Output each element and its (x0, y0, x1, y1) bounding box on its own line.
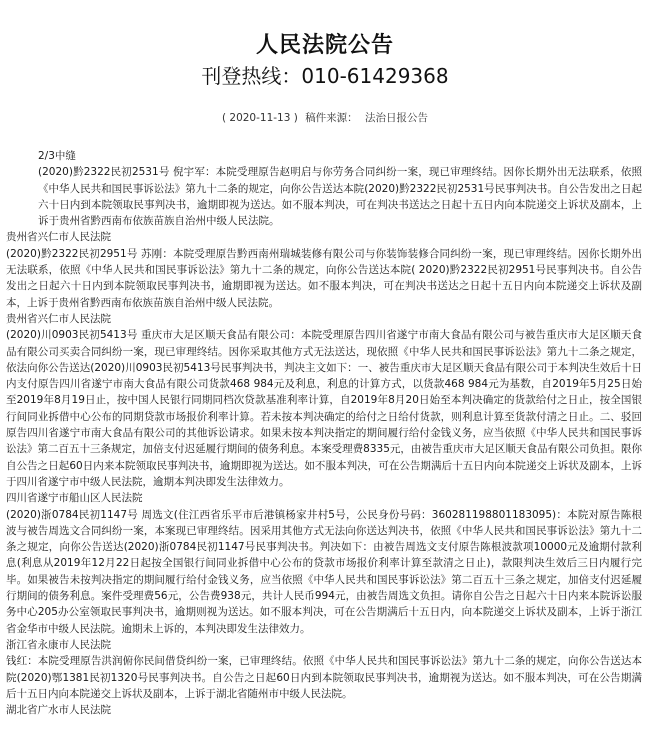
article-body (6, 148, 642, 718)
publish-date: ( 2020-11-13 ) (221, 112, 298, 124)
page-title: 人民法院公告 (255, 32, 394, 58)
section-lead: 2/3中缝 (38, 150, 76, 162)
notice-paragraph: (2020)川0903民初5413号 重庆市大足区顺天食品有限公司：本院受理原告四川省遂宁市南大食品有限公司与被告重庆市大足区顺天食品有限公司买卖合同纠纷一案，现已审理终结。因你采取其他方式无法送达，现依照《中华人民共和国民事诉讼法》第九十二条之规定，依法向你公告送达(2020)川0903民初5413号民事判决书，判决主文如下：一、被告重庆市大足区顺天食品有限公司于本判决生效后十日内支付原告四川省遂宁市南大食品有限公司货款468 984元及利息，利息的计算方式，以货款468 984元为基数，自2019年5月25日始至2019年8月19日止，按中国人民银行同期同档次贷款基准利率计算，自2019年8月20日始至本判决确定的货款给付之日止，按全国银行间同业拆借中心公布的同期贷款市场报价利率计算。若未按本判决确定的给付之日给付货款，则利息计算至货款付清之日止。二、驳回原告四川省遂宁市南大食品有限公司的其他诉讼请求。如果未按本判决指定的期间履行给付金钱义务，应当依照《中华人民共和国民事诉讼法》第二百五十三条规定，加倍支付迟延履行期间的债务利息。本案受理费8335元，由被告重庆市大足区顺天食品有限公司负担。限你自公告之日起60日内来本院领取民事判决书，逾期即视为送达。如不服本判决，可在公告期满后十五日内向本院递交上诉状及副本，上诉于四川省遂宁市中级人民法院，逾期本判决即发生法律效力。 (6, 329, 642, 488)
court-name: 浙江省永康市人民法院 (6, 638, 111, 651)
court-name: 湖北省广水市人民法院 (6, 704, 111, 717)
source-name: 法治日报公告 (365, 112, 429, 124)
source-label: 稿件来源： (305, 112, 358, 124)
court-name: 贵州省兴仁市人民法院 (6, 312, 111, 325)
notice-paragraph: (2020)黔2322民初2531号 倪宇军：本院受理原告赵明启与你劳务合同纠纷一案，现已审理终结。因你长期外出无法联系，依照《中华人民共和国民事诉讼法》第九十二条的规定，向你公告送达本院(2020)黔2322民初2531号民事判决书。自公告发出之日起六十日内到本院领取民事判决书，逾期即视为送达。如不服本判决，可在判决书送达之日起十五日内向本院递交上诉状及副本，上诉于贵州省黔西南布依族苗族自治州中级人民法院。 (38, 166, 642, 228)
notice-paragraph: (2020)黔2322民初2951号 苏刚：本院受理原告黔西南州瑞城装修有限公司与你装饰装修合同纠纷一案，现已审理终结。因你长期外出无法联系，依照《中华人民共和国民事诉讼法》第九十二条的规定，向你公告送达本院( 2020)黔2322民初2951号民事判决书。自公告发出之日起六十日内到本院领取民事判决书，逾期即视为送达。如不服本判决，可在判决书送达之日起十五日内向本院递交上诉状及副本，上诉于贵州省黔西南布依族苗族自治州中级人民法院。 (6, 247, 642, 309)
article-meta (0, 110, 650, 125)
notice-paragraph: (2020)浙0784民初1147号 周选文(住江西省乐平市后港镇杨家井村5号，公民身份号码：360281198801183095)：本院对原告陈根波与被告周选文合同纠纷一案，本案现已审理终结。因采用其他方式无法向你送达判决书，依照《中华人民共和国民事诉讼法》第九十二条之规定，向你公告送达(2020)浙0784民初1147号民事判决书。判决如下：由被告周选文支付原告陈根波款项10000元及逾期付款利息(利息从2019年12月22日起按全国银行间同业拆借中心公布的贷款市场报价利率计算至款清之日止)，款限判决生效后三日内履行完毕。如果被告未按判决指定的期间履行给付金钱义务，应当依照《中华人民共和国民事诉讼法》第二百五十三条之规定，加倍支付迟延履行期间的债务利息。案件受理费56元，公告费938元，共计人民币994元，由被告周选文负担。请你自公告之日起六十日内来本院诉讼服务中心205办公室领取民事判决书，逾期则视为送达。如不服本判决，可在公告期满后十五日内，向本院递交上诉状及副本，上诉于浙江省金华市中级人民法院。逾期未上诉的，本判决即发生法律效力。 (6, 508, 642, 635)
hotline: 刊登热线：010-61429368 (201, 64, 449, 88)
court-name: 四川省遂宁市船山区人民法院 (6, 492, 143, 505)
court-name: 贵州省兴仁市人民法院 (6, 231, 111, 244)
notice-paragraph: 钱红：本院受理原告洪润俯你民间借贷纠纷一案，已审理终结。依照《中华人民共和国民事诉讼法》第九十二条的规定，向你公告送达本院(2020)鄂1381民初1320号民事判决书。自公告之日起60日内到本院领取民事判决书，逾期视为送达。如不服本判决，可在公告期满后十五日内向本院递交上诉状及副本，上诉于湖北省随州市中级人民法院。 (6, 655, 642, 700)
